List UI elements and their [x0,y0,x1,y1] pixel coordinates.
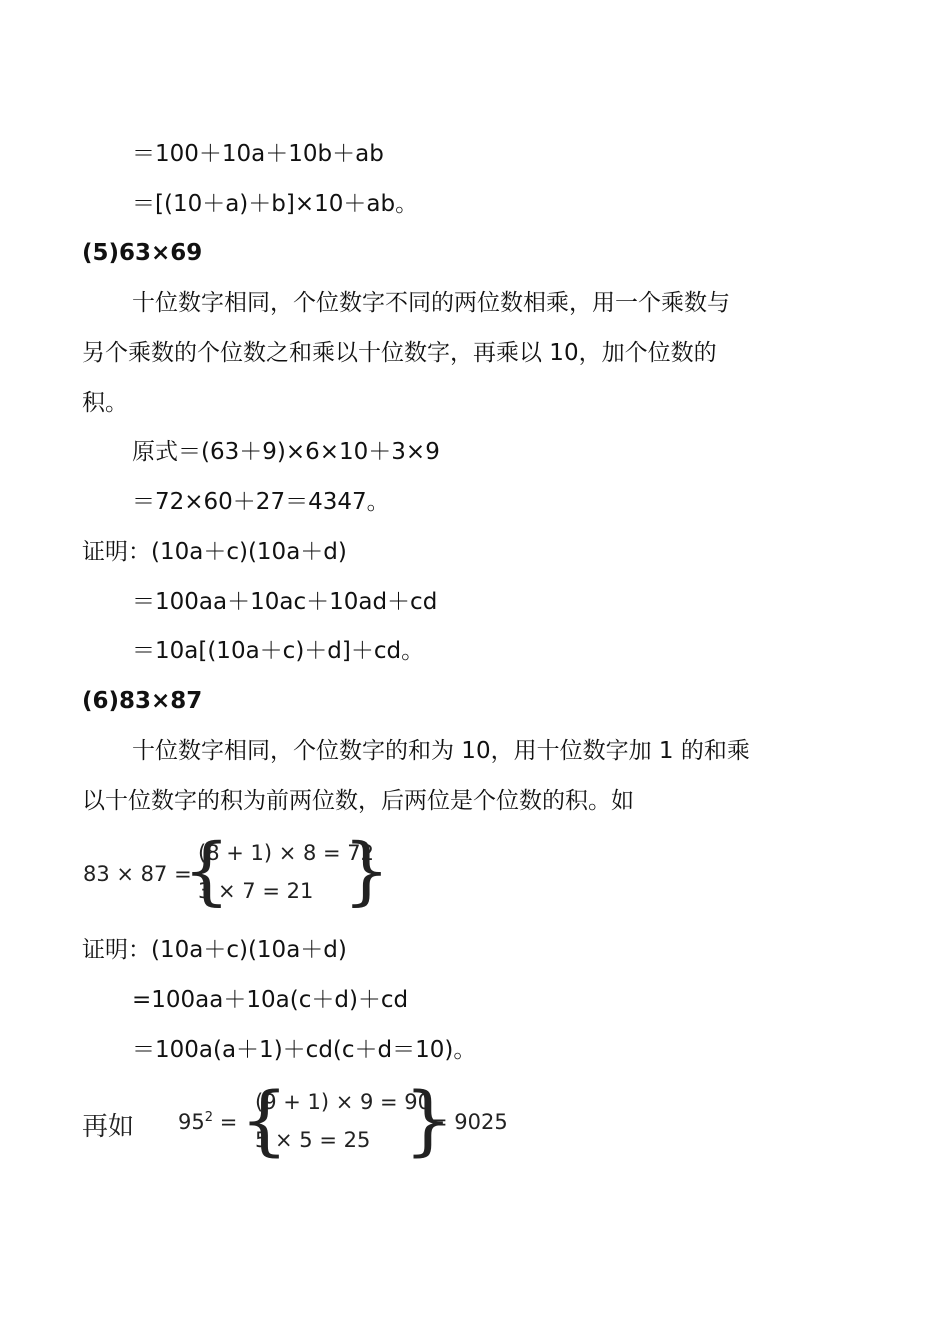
formula-bottom-row: 3 × 7 = 21 [198,879,314,903]
proof-line: 证明：(10a＋c)(10a＋d) [82,937,347,963]
section-heading: (6)83×87 [82,688,203,714]
formula-label: 再如 [82,1112,135,1142]
proof-line: 证明：(10a＋c)(10a＋d) [82,539,347,565]
text-line: ＝100a(a＋1)＋cd(c＋d＝10)。 [132,1037,477,1063]
formula-bottom-row: 5 × 5 = 25 [255,1128,371,1152]
formula-equals: = [219,1110,238,1134]
text-line: ＝72×60＋27＝4347。 [132,489,390,515]
formula-lhs: 83 × 87 = [83,862,192,886]
left-brace: { [183,828,231,914]
text-line: =100aa＋10a(c＋d)＋cd [132,987,409,1013]
text-line: 积。 [82,390,128,416]
formula-base: 95 [178,1110,205,1134]
section-heading: (5)63×69 [82,240,203,266]
text-line: ＝100aa＋10ac＋10ad＋cd [132,589,438,615]
formula-exponent: 2 [204,1110,214,1125]
right-brace: } [404,1075,453,1164]
formula-lhs [178,1110,237,1134]
text-line: 十位数字相同，个位数字不同的两位数相乘，用一个乘数与 [132,290,730,316]
text-line: 原式＝(63＋9)×6×10＋3×9 [132,439,440,465]
right-brace: } [343,828,391,914]
formula-top-row: (8 + 1) × 8 = 72 [198,841,375,865]
left-brace: { [240,1075,289,1164]
text-line: 十位数字相同，个位数字的和为 10，用十位数字加 1 的和乘 [132,738,750,764]
formula-result: = 9025 [430,1110,508,1134]
text-line: 以十位数字的积为前两位数，后两位是个位数的积。如 [82,788,634,814]
text-line: ＝100＋10a＋10b＋ab [132,141,384,167]
text-line: ＝[(10＋a)＋b]×10＋ab。 [132,191,419,217]
text-line: 另个乘数的个位数之和乘以十位数字，再乘以 10，加个位数的 [82,340,717,366]
formula-top-row: (9 + 1) × 9 = 90 [255,1090,432,1114]
text-line: ＝10a[(10a＋c)＋d]＋cd。 [132,638,425,664]
